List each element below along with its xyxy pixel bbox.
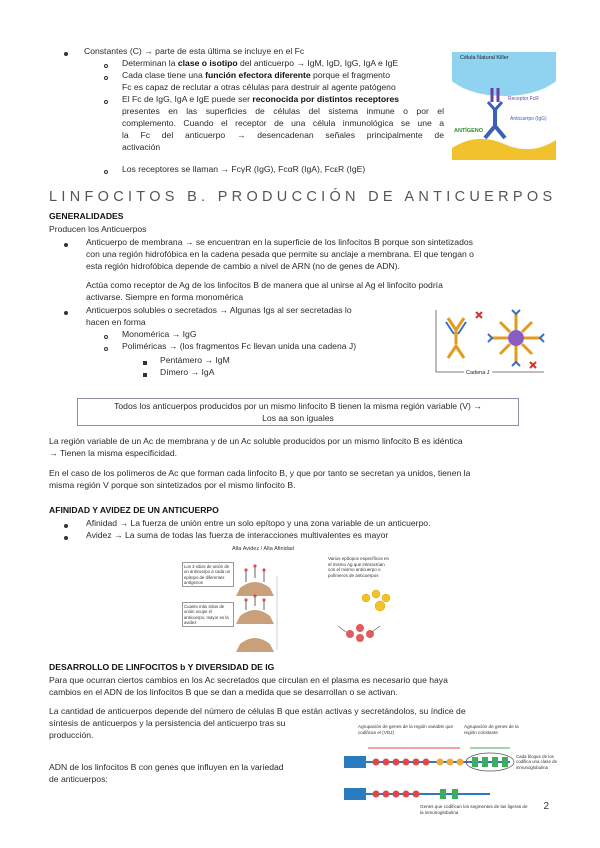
afinidad-heading: AFINIDAD Y AVIDEZ DE UN ANTICUERPO <box>49 505 219 515</box>
avidez-note-left1: Los 3 sitios de unión de un anticuerpo a cada un epítopo de diferentes antígenos <box>182 562 234 587</box>
bullet <box>64 311 68 315</box>
section-title: LINFOCITOS B. PRODUCCIÓN DE ANTICUERPOS <box>49 189 557 205</box>
generalidades-intro: Producen los Anticuerpos <box>49 224 147 234</box>
gen-b1-l1: Anticuerpo de membrana → se encuentran en la superficie de los linfocitos B porque son sintetizados <box>86 237 473 247</box>
para-region-l1: La región variable de un Ac de membrana y de un Ac soluble producidos por un mismo linfocito B es idéntica <box>49 436 463 446</box>
polymer-antibody-figure <box>430 304 550 380</box>
gen-p1-l1: Actúa como receptor de Ag de los linfocitos B de manera que al unirse al Ag el linfocito podría <box>86 280 443 290</box>
bullet <box>64 243 68 247</box>
para-region-l2: → Tienen la misma especificidad. <box>49 448 178 458</box>
desarrollo-p1-l2: cambios en el ADN de los linfocitos B que se dan a medida que se desarrollan o se activan. <box>49 687 398 697</box>
avidez-note-left2: Cuanto más sitios de unión ocupe el anticuerpo, mayor es la avidez <box>182 602 234 627</box>
sub-bullet <box>104 335 108 339</box>
polymer-illustration <box>430 304 550 380</box>
callout-line1: Todos los anticuerpos producidos por un mismo linfocito B tienen la misma región variable (V) → <box>114 401 482 411</box>
gen-t1: Pentámero → IgM <box>160 355 230 365</box>
gen-b2-l1: Anticuerpos solubles o secretados → Algunas Igs al ser secretadas lo <box>86 305 352 315</box>
sub-bullet <box>104 76 108 80</box>
afinidad-b2: Avidez → La suma de todas las fuerza de interacciones multivalentes es mayor <box>86 530 389 540</box>
desarrollo-p2-l3: producción. <box>49 730 94 740</box>
avidez-title: Alta Avidez / Alta Afinidad <box>232 546 294 552</box>
nk-label-antibody: Anticuerpo (IgG) <box>510 116 547 122</box>
gene-label4: Genes que codifican los segmentos de las ligeras de la inmunoglobulina <box>420 804 528 815</box>
gen-s1: Monomérica → IgG <box>122 329 197 339</box>
desarrollo-p3-l2: de anticuerpos: <box>49 774 108 784</box>
desarrollo-heading: DESARROLLO DE LINFOCITOS b Y DIVERSIDAD DE IG <box>49 662 275 672</box>
desarrollo-p3-l1: ADN de los linfocitos B con genes que influyen en la variedad <box>49 762 284 772</box>
desarrollo-p2-l2: síntesis de anticuerpos y la persistencia del anticuerpo tras su <box>49 718 286 728</box>
nk-cell-figure <box>452 52 556 160</box>
nk-label-antigen: ANTÍGENO <box>454 128 484 134</box>
constantes-sub3-l5: activación <box>122 142 161 152</box>
nk-cell-illustration <box>452 52 556 160</box>
square-bullet <box>143 361 147 365</box>
cadena-j-label: Cadena J <box>466 370 490 376</box>
constantes-bullet: Constantes (C) → parte de esta última se incluye en el Fc <box>84 46 305 56</box>
nk-label-receptor: Receptor FcR <box>508 96 539 102</box>
constantes-sub3: El Fc de IgG, IgA e IgE puede ser reconocida por distintos receptores <box>122 94 400 104</box>
bullet <box>64 524 68 528</box>
sub-bullet <box>104 347 108 351</box>
gen-s2: Poliméricas → (los fragmentos Fc llevan unida una cadena J) <box>122 341 357 351</box>
callout-box <box>77 398 519 426</box>
sub-bullet <box>104 170 108 174</box>
gen-b2-l2: hacen en forma <box>86 317 146 327</box>
constantes-sub3-l4: la Fc del anticuerpo → desencadenan señales principalmente de <box>122 130 444 140</box>
gene-figure <box>340 722 562 818</box>
para-polimeros-l2: misma región V porque son sintetizados por el mismo linfocito B. <box>49 480 296 490</box>
generalidades-heading: GENERALIDADES <box>49 211 124 221</box>
gen-b1-l2: con una región hidrofóbica en la cadena pesada que permite su anclaje a membrana. El que tengan o <box>86 249 474 259</box>
para-polimeros-l1: En el caso de los polímeros de Ac que forman cada linfocito B, y que por tanto se secretan ya unidos, tienen la <box>49 468 471 478</box>
page-number: 2 <box>543 801 549 812</box>
constantes-sub3-l3: complemento. Cuando el receptor de una célula inmunológica se une a <box>122 118 444 128</box>
constantes-sub2: Cada clase tiene una función efectora diferente porque el fragmento <box>122 70 390 80</box>
constantes-sub3-l2: presentes en las superficies de células del sistema inmune o por el <box>122 106 444 116</box>
callout-line2: Los aa son iguales <box>262 412 334 423</box>
sub-bullet <box>104 64 108 68</box>
bullet <box>64 52 68 56</box>
gene-label1: Agrupación de genes de la región variable que codifican el (VDJ) <box>358 724 454 735</box>
desarrollo-p1-l1: Para que ocurran ciertos cambios en los Ac secretados que circulan en el plasma es necesario que haya <box>49 675 448 685</box>
gen-p1-l2: activarse. Siempre en forma monomérica <box>86 292 244 302</box>
gen-b1-l3: esta región hidrofóbica depende de cambio a nivel de ARN (no de genes de ADN). <box>86 261 400 271</box>
constantes-sub1: Determinan la clase o isotipo del anticuerpo → IgM, IgD, IgG, IgA e IgE <box>122 58 399 68</box>
avidez-note-right: Varios epítopos específicos en el mismo Ag que interactúan con el mismo anticuerpo o polímeros de anticuerpos <box>328 556 389 578</box>
avidez-figure <box>180 546 430 652</box>
constantes-sub4: Los receptores se llaman → FcγR (IgG), FcαR (IgA), FcεR (IgE) <box>122 164 366 174</box>
afinidad-b1: Afinidad → La fuerza de unión entre un solo epítopo y una zona variable de un anticuerpo. <box>86 518 431 528</box>
sub-bullet <box>104 100 108 104</box>
square-bullet <box>143 373 147 377</box>
constantes-sub2-cont: Fc es capaz de reclutar a otras células para destruir al agente patógeno <box>122 82 396 92</box>
desarrollo-p2-l1: La cantidad de anticuerpos depende del número de células B que están activas y secretándolos, su índice de <box>49 706 466 716</box>
gen-t2: Dímero → IgA <box>160 367 215 377</box>
nk-label-top: Célula Natural Killer <box>460 55 509 61</box>
gene-label2: Agrupación de genes de la región constante <box>464 724 519 735</box>
bullet <box>64 536 68 540</box>
gene-label3: Cada bloque de los codifica una clase de inmunoglobulina <box>516 754 558 770</box>
